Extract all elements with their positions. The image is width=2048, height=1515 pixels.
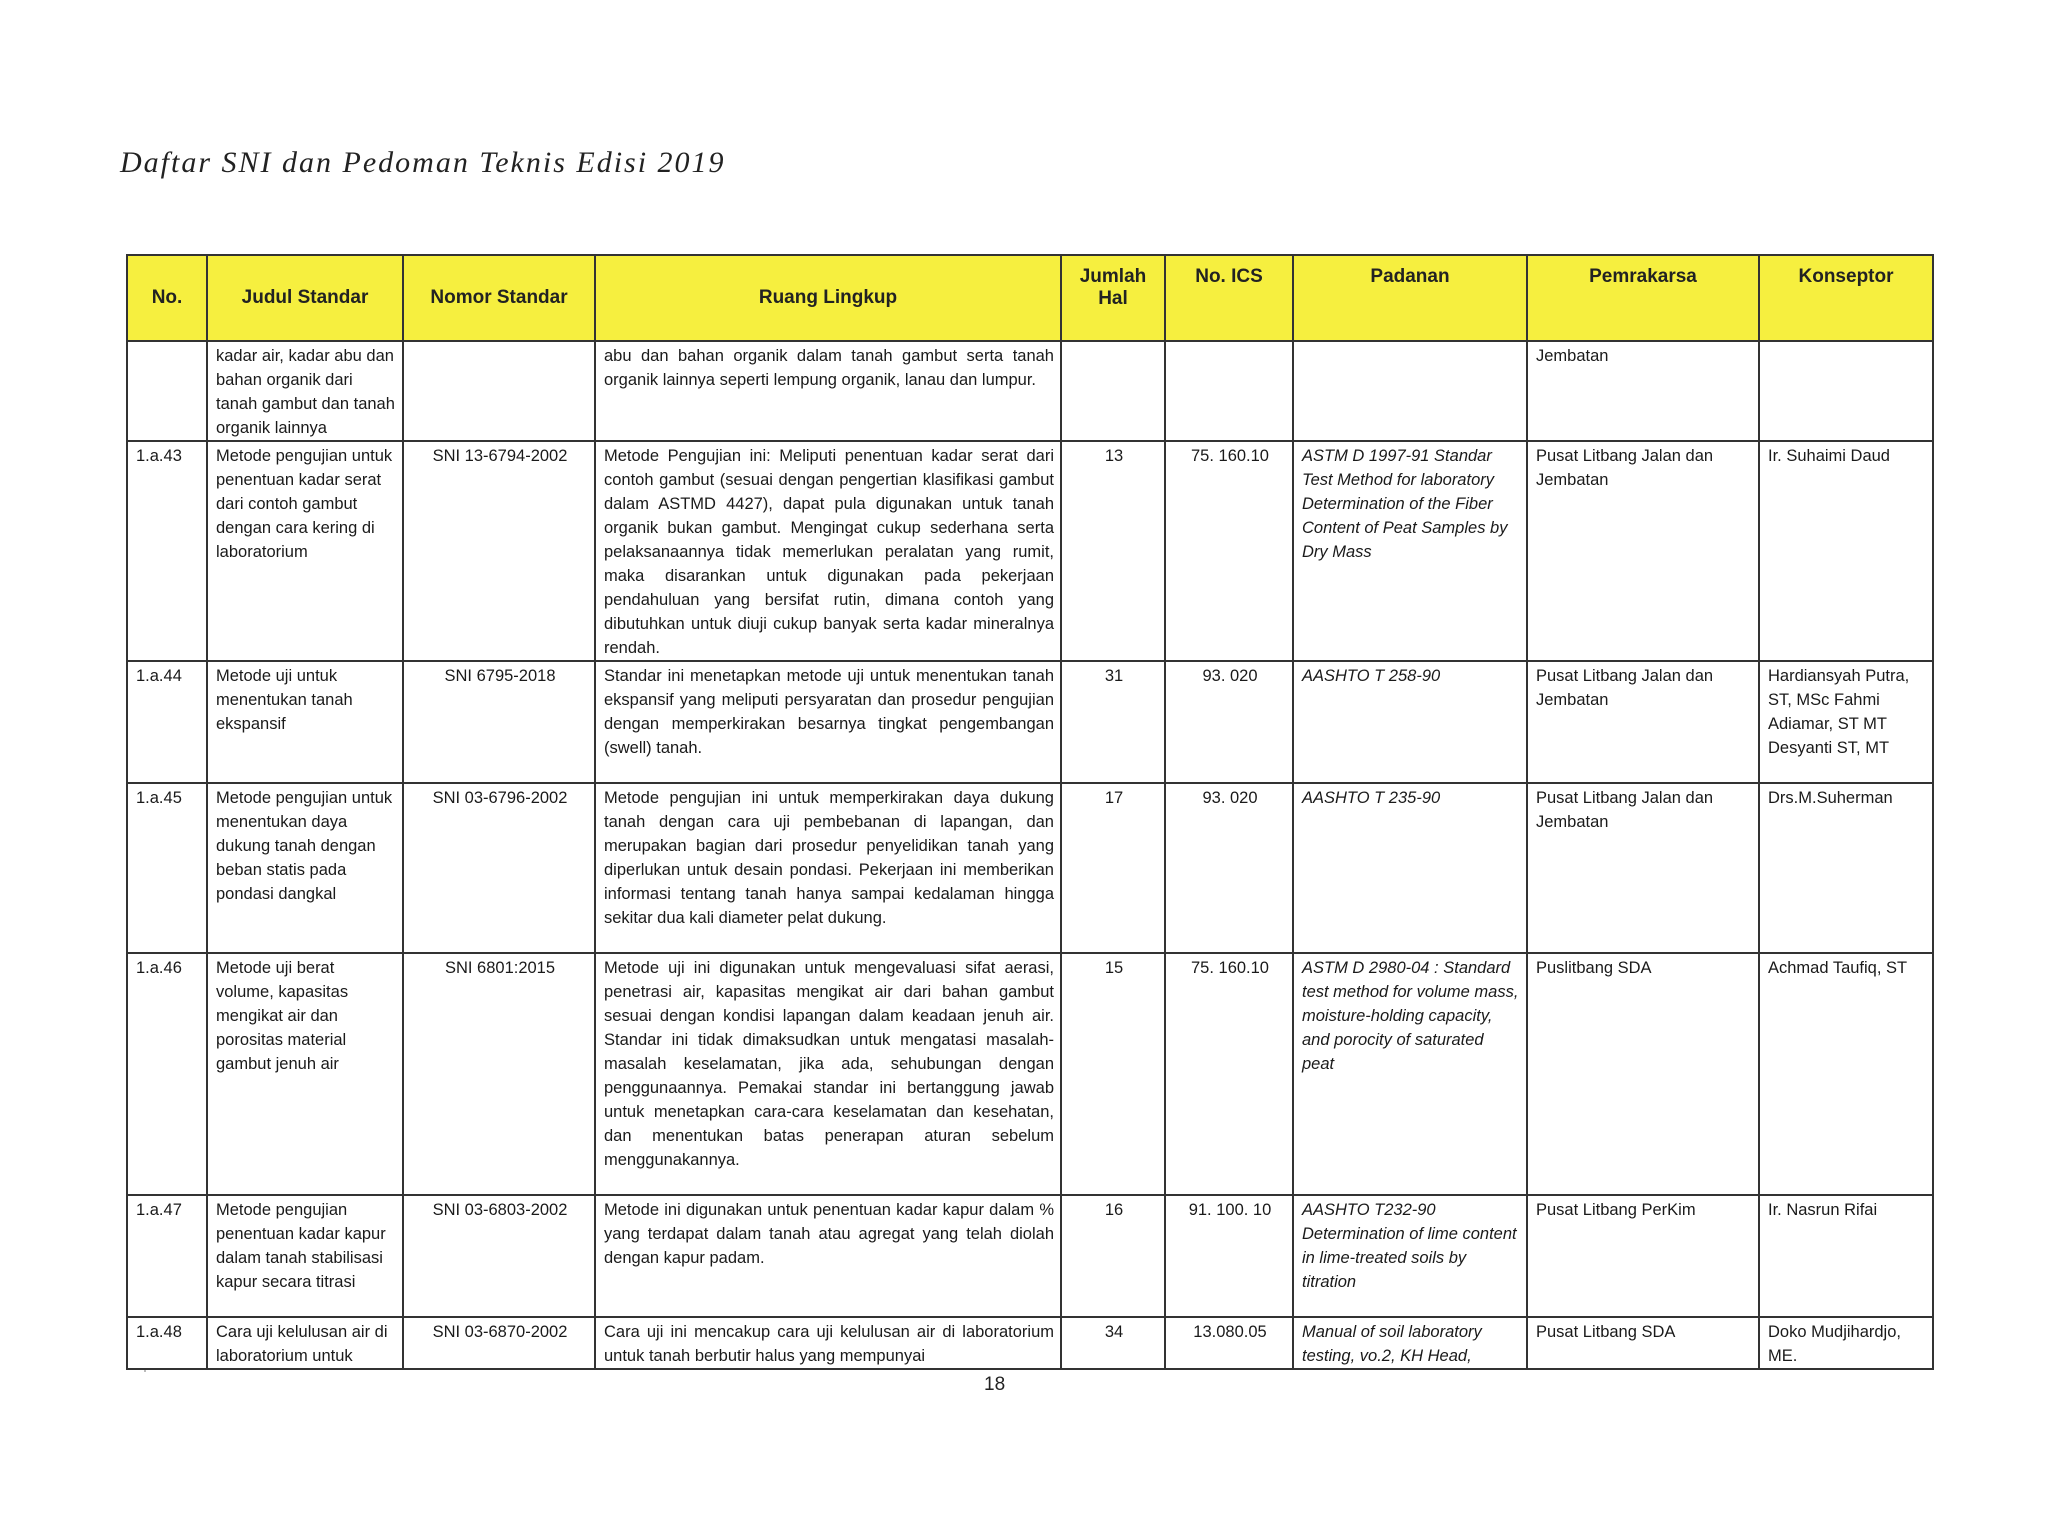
cell-padanan: ASTM D 1997-91 Standar Test Method for laboratory Determination of the Fiber Content of Peat Samples by Dry Mass xyxy=(1293,441,1527,661)
cell-jumlah-hal: 34 xyxy=(1061,1317,1165,1369)
cell-ruang-lingkup: Metode uji ini digunakan untuk mengevaluasi sifat aerasi, penetrasi air, kapasitas mengikat air dari bahan gambut sesuai dengan kondisi lapangan dalam keadaan jenuh air. Standar ini tidak dimaksudkan untuk mengatasi masalah-masalah keselamatan, jika ada, sehubungan dengan penggunaannya. Pemakai standar ini bertanggung jawab untuk menetapkan cara-cara keselamatan dan kesehatan, dan menentukan batas penerapan aturan sebelum menggunakannya. xyxy=(595,953,1061,1195)
cell-nomor: SNI 13-6794-2002 xyxy=(403,441,595,661)
cell-jumlah-hal: 17 xyxy=(1061,783,1165,953)
sni-table xyxy=(126,254,1934,1370)
header-ics: No. ICS xyxy=(1165,255,1293,341)
cell-nomor: SNI 6801:2015 xyxy=(403,953,595,1195)
header-konseptor: Konseptor xyxy=(1759,255,1933,341)
cell-padanan: ASTM D 2980-04 : Standard test method for volume mass, moisture-holding capacity, and porocity of saturated peat xyxy=(1293,953,1527,1195)
table-row xyxy=(127,661,1933,783)
cell-konseptor: Doko Mudjihardjo, ME. xyxy=(1759,1317,1933,1369)
header-hal: Jumlah Hal xyxy=(1061,255,1165,341)
table-header-row xyxy=(127,255,1933,341)
cell-ruang-lingkup: Metode ini digunakan untuk penentuan kadar kapur dalam % yang terdapat dalam tanah atau agregat yang telah diolah dengan kapur padam. xyxy=(595,1195,1061,1317)
cell-nomor: SNI 03-6870-2002 xyxy=(403,1317,595,1369)
cell-ruang-lingkup: Standar ini menetapkan metode uji untuk menentukan tanah ekspansif yang meliputi persyaratan dan prosedur pengujian dengan memperkirakan besarnya tingkat pengembangan (swell) tanah. xyxy=(595,661,1061,783)
cell-pemrakarsa: Pusat Litbang Jalan dan Jembatan xyxy=(1527,783,1759,953)
cell-judul: Metode uji untuk menentukan tanah ekspansif xyxy=(207,661,403,783)
cell-judul: Metode pengujian untuk penentuan kadar serat dari contoh gambut dengan cara kering di laboratorium xyxy=(207,441,403,661)
cell-pemrakarsa: Pusat Litbang PerKim xyxy=(1527,1195,1759,1317)
cell-konseptor: Ir. Suhaimi Daud xyxy=(1759,441,1933,661)
table-row xyxy=(127,1317,1933,1369)
cell-no: 1.a.43 xyxy=(127,441,207,661)
cell-padanan: AASHTO T 258-90 xyxy=(1293,661,1527,783)
table-row xyxy=(127,441,1933,661)
cell-jumlah-hal: 31 xyxy=(1061,661,1165,783)
cell-padanan: AASHTO T 235-90 xyxy=(1293,783,1527,953)
header-pemrakarsa: Pemrakarsa xyxy=(1527,255,1759,341)
cell-ruang-lingkup: Cara uji ini mencakup cara uji kelulusan air di laboratorium untuk tanah berbutir halus yang mempunyai xyxy=(595,1317,1061,1369)
cell-no: 1.a.47 xyxy=(127,1195,207,1317)
table-row xyxy=(127,783,1933,953)
header-no: No. xyxy=(127,255,207,341)
scan-speck xyxy=(144,1370,146,1372)
table-row xyxy=(127,953,1933,1195)
cell-no: 1.a.44 xyxy=(127,661,207,783)
table-row xyxy=(127,341,1933,441)
header-ruang: Ruang Lingkup xyxy=(595,255,1061,341)
cell-no: 1.a.46 xyxy=(127,953,207,1195)
cell-no xyxy=(127,341,207,441)
header-padanan: Padanan xyxy=(1293,255,1527,341)
cell-nomor: SNI 6795-2018 xyxy=(403,661,595,783)
cell-padanan xyxy=(1293,341,1527,441)
cell-konseptor: Achmad Taufiq, ST xyxy=(1759,953,1933,1195)
cell-judul: Metode pengujian penentuan kadar kapur dalam tanah stabilisasi kapur secara titrasi xyxy=(207,1195,403,1317)
cell-nomor xyxy=(403,341,595,441)
cell-konseptor: Ir. Nasrun Rifai xyxy=(1759,1195,1933,1317)
cell-konseptor: Hardiansyah Putra, ST, MSc Fahmi Adiamar, ST MT Desyanti ST, MT xyxy=(1759,661,1933,783)
cell-ruang-lingkup: abu dan bahan organik dalam tanah gambut serta tanah organik lainnya seperti lempung organik, lanau dan lumpur. xyxy=(595,341,1061,441)
cell-judul: Cara uji kelulusan air di laboratorium untuk xyxy=(207,1317,403,1369)
cell-padanan: Manual of soil laboratory testing, vo.2, KH Head, xyxy=(1293,1317,1527,1369)
cell-judul: Metode uji berat volume, kapasitas mengikat air dan porositas material gambut jenuh air xyxy=(207,953,403,1195)
cell-ics: 75. 160.10 xyxy=(1165,953,1293,1195)
cell-pemrakarsa: Pusat Litbang SDA xyxy=(1527,1317,1759,1369)
cell-konseptor: Drs.M.Suherman xyxy=(1759,783,1933,953)
cell-ruang-lingkup: Metode Pengujian ini: Meliputi penentuan kadar serat dari contoh gambut (sesuai dengan pengertian klasifikasi gambut dalam ASTMD 4427), dapat pula digunakan untuk tanah organik bukan gambut. Mengingat cukup sederhana serta pelaksanaannya tidak memerlukan peralatan yang rumit, maka disarankan untuk digunakan pada pekerjaan pendahuluan yang bersifat rutin, dimana contoh yang dibutuhkan untuk diuji cukup banyak serta kadar mineralnya rendah. xyxy=(595,441,1061,661)
header-nomor: Nomor Standar xyxy=(403,255,595,341)
document-title: Daftar SNI dan Pedoman Teknis Edisi 2019 xyxy=(120,146,726,179)
cell-pemrakarsa: Pusat Litbang Jalan dan Jembatan xyxy=(1527,661,1759,783)
cell-nomor: SNI 03-6803-2002 xyxy=(403,1195,595,1317)
header-judul: Judul Standar xyxy=(207,255,403,341)
cell-judul: kadar air, kadar abu dan bahan organik dari tanah gambut dan tanah organik lainnya xyxy=(207,341,403,441)
cell-judul: Metode pengujian untuk menentukan daya dukung tanah dengan beban statis pada pondasi dangkal xyxy=(207,783,403,953)
cell-jumlah-hal: 15 xyxy=(1061,953,1165,1195)
page-number: 18 xyxy=(984,1374,1006,1395)
cell-no: 1.a.48 xyxy=(127,1317,207,1369)
cell-ruang-lingkup: Metode pengujian ini untuk memperkirakan daya dukung tanah dengan cara uji pembebanan di lapangan, dan merupakan bagian dari prosedur penyelidikan tanah yang diperlukan untuk desain pondasi. Pekerjaan ini memberikan informasi tentang tanah hanya sampai kedalaman hingga sekitar dua kali diameter pelat dukung. xyxy=(595,783,1061,953)
cell-jumlah-hal: 13 xyxy=(1061,441,1165,661)
cell-padanan: AASHTO T232-90 Determination of lime content in lime-treated soils by titration xyxy=(1293,1195,1527,1317)
cell-ics: 13.080.05 xyxy=(1165,1317,1293,1369)
cell-pemrakarsa: Jembatan xyxy=(1527,341,1759,441)
table-row xyxy=(127,1195,1933,1317)
cell-ics xyxy=(1165,341,1293,441)
cell-ics: 93. 020 xyxy=(1165,783,1293,953)
cell-pemrakarsa: Pusat Litbang Jalan dan Jembatan xyxy=(1527,441,1759,661)
cell-konseptor xyxy=(1759,341,1933,441)
cell-ics: 93. 020 xyxy=(1165,661,1293,783)
cell-ics: 91. 100. 10 xyxy=(1165,1195,1293,1317)
cell-pemrakarsa: Puslitbang SDA xyxy=(1527,953,1759,1195)
cell-ics: 75. 160.10 xyxy=(1165,441,1293,661)
cell-nomor: SNI 03-6796-2002 xyxy=(403,783,595,953)
cell-no: 1.a.45 xyxy=(127,783,207,953)
cell-jumlah-hal: 16 xyxy=(1061,1195,1165,1317)
cell-jumlah-hal xyxy=(1061,341,1165,441)
